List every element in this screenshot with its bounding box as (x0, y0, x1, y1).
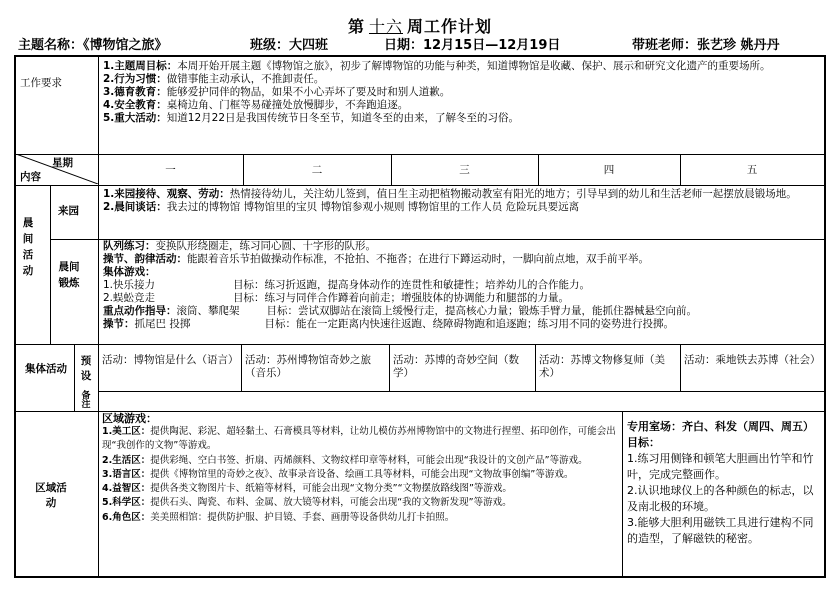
week-number: 十六 (368, 17, 403, 36)
zone-item: 5.科学区：提供石头、陶瓷、布料、金属、放大镜等材料，可能会出现“我的文物新发现”等游戏。 (102, 497, 512, 509)
requirements-label: 工作要求 (20, 77, 62, 89)
requirement-item: 5.重大活动：知道12月22日是我国传统节日冬至节，知道冬至的由来，了解冬至的习俗。 (103, 112, 520, 124)
activity-tue: 活动：苏州博物馆奇妙之旅（音乐） (245, 354, 371, 379)
zone-item: 6.角色区：美美照相馆：提供防护服、护目镜、手套、画册等设备供幼儿打卡拍照。 (102, 511, 455, 523)
special-goal: 1.练习用侧锋和顿笔大胆画出竹竿和竹叶，完成完整画作。 (627, 452, 814, 481)
requirement-item: 4.安全教育：桌椅边角、门框等易碰撞处放慢脚步，不奔跑追逐。 (103, 99, 409, 111)
day-header-mon: 一 (165, 164, 176, 176)
note-label: 备注 (81, 391, 91, 410)
teacher-info: 带班老师：张艺珍 姚丹丹 (632, 38, 780, 53)
special-goal: 2.认识地球仪上的各种颜色的标志，以及南北极的环境。 (627, 484, 814, 513)
game-item: 2.蜈蚣竞走 目标：练习与同伴合作蹲着向前走；增强肢体的协调能力和腿部的力量。 (103, 292, 569, 304)
day-header-fri: 五 (746, 164, 758, 176)
group-activity-label: 集体活动 (25, 363, 67, 375)
requirements-list (103, 60, 819, 125)
class-info: 班级：大四班 (250, 38, 329, 53)
requirement-item: 1.主题周目标：本周开始开展主题《博物馆之旅》，初步了解博物馆的功能与种类，知道博物馆是收藏、保护、展示和研究文化遗产的重要场所。 (103, 60, 771, 72)
theme-info: 主题名称：《博物馆之旅》 (18, 38, 168, 53)
content-label: 内容 (20, 171, 41, 183)
weekday-label: 星期 (52, 157, 73, 169)
activity-fri: 活动：乘地铁去苏博（社会） (684, 354, 821, 366)
exercise-content: 队列练习：变换队形绕圈走，练习同心圆、十字形的队形。 操节、韵律活动：能跟着音乐节拍做操动作标准，不抢拍、不拖沓；在进行下蹲运动时，一脚向前点地，双手前平举。 集体游戏： 1.快乐接力 目标：练习折返跑，提高身体动作的连贯性和敏捷性；培养幼儿的合作能力。 2.蜈蚣竞走 目标：练习与同伴合作蹲着向前走；增强肢体的协调能力和腿部的力量。 重点动作指导：滚筒、攀爬架 目标：尝试双脚站在滚筒上缓慢行走，提高核心力量；锻炼手臂力量，能抓住器械悬空向前。 操节：抓尾巴 投掷 目标：能在一定距离内快速往返跑、绕障碍物跑和追逐跑；练习用不同的姿势进行投掷。 (103, 240, 819, 331)
exercise-label: 晨间锻炼 (58, 261, 80, 289)
preset-label: 预设 (80, 355, 92, 382)
area-games: 区域游戏： 1.美工区：提供陶泥、彩泥、超轻黏土、石膏模具等材料，让幼儿模仿苏州博物馆中的文物进行捏塑、拓印创作，可能会出现“我创作的文物”等游戏。 2.生活区：提供彩绳、空白书签、折扇、丙烯颜料、文物纹样印章等材料，可能会出现“我设计的文创产品”等游戏。 3.语言区：提供《博物馆里的奇妙之夜》、故事录音设备、绘画工具等材料，可能会出现“文物故事创编”等游戏。 4.益智区：提供各类文物图片卡、纸箱等材料，可能会出现“文物分类”“文物摆放路线图”等游戏。 5.科学区：提供石头、陶瓷、布料、金属、放大镜等材料，可能会出现“我的文物新发现”等游戏。 6.角色区：美美照相馆：提供防护服、护目镜、手套、画册等设备供幼儿打卡拍照。 (102, 412, 618, 525)
day-header-tue: 二 (311, 164, 323, 176)
plan-table (14, 55, 826, 578)
zone-item: 4.益智区：提供各类文物图片卡、纸箱等材料，可能会出现“文物分类”“文物摆放路线图”等游戏。 (102, 483, 512, 495)
date-info: 日期：12月15日—12月19日 (384, 38, 561, 53)
special-goal: 3.能够大胆利用磁铁工具进行建构不同的造型，了解磁铁的秘密。 (627, 516, 814, 545)
zone-item: 3.语言区：提供《博物馆里的奇妙之夜》、故事录音设备、绘画工具等材料，可能会出现“文物故事创编”等游戏。 (102, 468, 574, 480)
day-header-wed: 三 (459, 164, 470, 176)
activity-thu: 活动：苏博文物修复师（美术） (539, 354, 665, 379)
requirement-item: 2.行为习惯：做错事能主动承认，不推卸责任。 (103, 73, 325, 85)
requirement-item: 3.德育教育：能够爱护同伴的物品，如果不小心弄坏了要及时和别人道歉。 (103, 86, 451, 98)
game-item: 1.快乐接力 目标：练习折返跑，提高身体动作的连贯性和敏捷性；培养幼儿的合作能力。 (103, 279, 590, 291)
activity-wed: 活动：苏博的奇妙空间（数学） (393, 354, 519, 379)
zone-item: 2.生活区：提供彩绳、空白书签、折扇、丙烯颜料、文物纹样印章等材料，可能会出现“我设计的文创产品”等游戏。 (102, 454, 588, 466)
morning-group-label: 晨间活动 (22, 217, 34, 277)
activity-mon: 活动：博物馆是什么（语言） (102, 354, 239, 366)
page-title: 第 十六 周工作计划 (347, 17, 493, 36)
arrival-content: 1.来园接待、观察、劳动：热情接待幼儿，关注幼儿签到，值日生主动把植物搬动教室有阳光的地方；引导早到的幼儿和生活老师一起摆放晨锻场地。 2.晨间谈话：我去过的博物馆 博物馆里的宝贝 博物馆参观小规则 博物馆里的工作人员 危险玩具要远离 (103, 188, 797, 213)
zone-item: 1.美工区：提供陶泥、彩泥、超轻黏土、石膏模具等材料，让幼儿模仿苏州博物馆中的文物进行捏塑、拓印创作，可能会出现“我创作的文物”等游戏。 (102, 426, 616, 452)
special-room: 专用室场：齐白、科发（周四、周五） 目标： 1.练习用侧锋和顿笔大胆画出竹竿和竹叶，完成完整画作。 2.认识地球仪上的各种颜色的标志，以及南北极的环境。 3.能够大胆利用磁铁工具进行建构不同的造型，了解磁铁的秘密。 (627, 419, 821, 547)
area-label: 区域活动 (35, 482, 67, 509)
arrival-label: 来园 (58, 205, 79, 217)
day-header-thu: 四 (603, 164, 615, 176)
